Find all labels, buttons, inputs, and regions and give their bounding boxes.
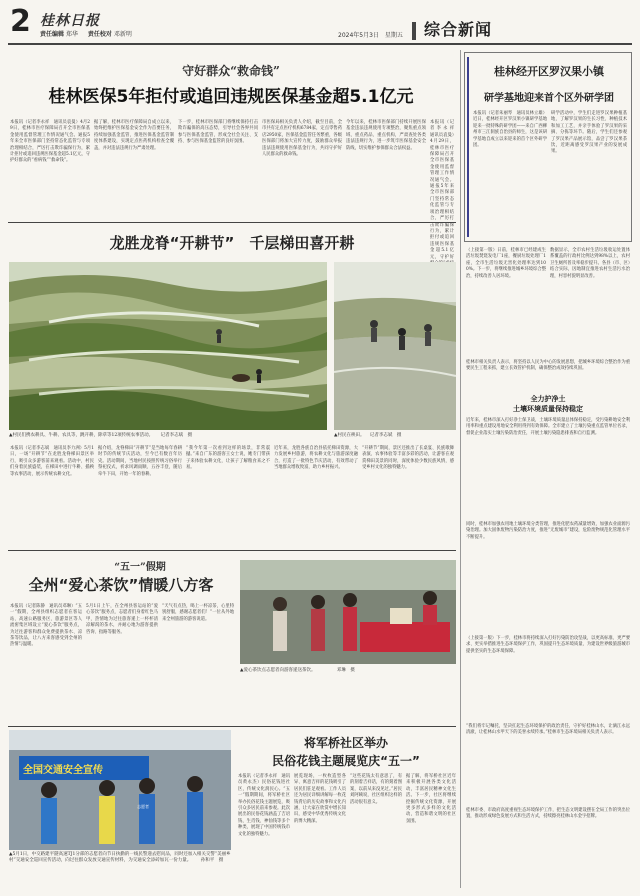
tea-photo <box>240 560 456 664</box>
villagers-caption-credit: 记者李志斌 摄 <box>369 433 402 438</box>
page-number: 2 <box>10 4 31 39</box>
proof-label: 责任校对 <box>87 31 112 38</box>
terrace-illustration <box>9 262 327 430</box>
tea-headline: 全州“爱心茶饮”情暖八方客 <box>28 576 214 594</box>
flower-col-2: 展览现场，一枚枚造型各异、寓意吉祥的花钱吸引了居民们驻足观看。工作人员还为居民详细讲解每一枚花钱背后的历史故事和文化内涵，让大家在欣赏中增长知识，感受中华优秀传统文化的博大精深。 <box>294 774 346 824</box>
editor-name: 郑华 <box>65 31 78 38</box>
right-col-4: 近年来，桂林市深入打好净土保卫战，土壤环境质量总体保持稳定，受污染耕地安全利用率和重点建设用地安全利用得到有效保障。全市建立了土壤污染重点监管单位名录，督促企业落实土壤污染防治责任，开展土壤污染隐患排查和自行监测。 <box>466 418 630 436</box>
spring-col-3: “我今年第一次看到这样的场景，非常震撼。”来自广东的游客王女士说，她专门带孩子来体验农耕文化，让孩子了解粮食来之不易。 <box>186 446 270 471</box>
featured-headline-2: 研学基地迎来首个区外研学团 <box>484 93 614 104</box>
spring-col-2: 据介绍，龙脊梯田“开耕节”是当地每年春耕时节的传统节庆活动，至今已有数百年历史。活动期间，当地村民按照传统习俗举行祭祀仪式，祈求风调雨顺、五谷丰登，随后牵牛下田，开始一年的春耕。 <box>98 446 182 477</box>
divider-tea <box>8 726 456 727</box>
police-caption <box>9 852 231 888</box>
right-col-3: 桂林市相关负责人表示，将坚持以人民为中心的发展思想，把城乡环境综合整治作为重要民生工程来抓，建立长效管护机制，确保整治成效持续巩固。 <box>466 360 630 372</box>
spring-col-4: 近年来，龙胜各族自治县依托梯田资源，大力发展乡村旅游，将农耕文化与旅游深度融合，打造了一批特色节庆活动，有效带动了当地群众增收致富，助力乡村振兴。 <box>274 446 358 471</box>
right-col-5: 同时，桂林市加强农用地土壤环境分类管理，推进化肥农药减量增效，加强农业面源污染治理。加大固体废物污染防治力度，推进“无废城市”建设，危险废物规范化管理水平不断提升。 <box>466 522 630 540</box>
masthead <box>0 0 640 46</box>
terrace-caption <box>9 433 327 445</box>
spring-headline: 龙胜龙脊“开耕节” 千层梯田喜开耕 <box>109 234 355 252</box>
tea-caption <box>240 668 456 680</box>
lead-col-5: 今年以来，桂林市医保部门持续开展医保基金违法违规使用专项整治，聚焦重点领域、重点药品、重点机构，严肃查处各类违法违规行为，进一步筑牢医保基金安全防线，切实维护参保群众合法权益。 <box>346 120 426 151</box>
lead-col-3: 下一步，桂林市医保部门将继续保持打击欺诈骗保的高压态势，引导社会各界共同参与医保基金监管，形成全社会关注、支持、参与医保基金监管的良好氛围。 <box>178 120 258 145</box>
right-column-rule <box>460 50 461 888</box>
right-col-2: 数据显示，全市农村生活垃圾收运处置体系覆盖的行政村比例达到98%以上，农村卫生厕所普及率稳步提升。各县（市、区）结合实际，因地制宜推进农村生活污水治理，村容村貌明显改善。 <box>550 248 630 279</box>
police-illustration <box>9 730 231 850</box>
editor-label: 责任编辑 <box>40 31 65 38</box>
police-caption-text: ▲5月1日，中交路建平隧高速TJ1分部的志愿者向节日执勤的一线民警递去慰问品，同时还加入相关交警“美丽乡村”交通安全巡回宣传活动，向过往群众发放交通宣传材料，为交通安全添砖加瓦一份力量。 <box>9 852 231 863</box>
featured-col-1: 本报讯（记者朱丽琴 通讯员林立雄）近日，桂林经开区罗汉果小镇研学基地迎来一批特殊的研学团——来自广西柳州市三江侗族自治县的师生，这是该研学基地自成立以来迎来的首个区外研学团。 <box>473 111 547 149</box>
tea-caption-text: ▲爱心茶饮点志愿者向游客递送茶饮。 <box>240 668 316 673</box>
flower-col-1: 本报讯（记者李永祥 通讯员黄永杰）民俗花钱进社区，传统文化润民心。“五一”假期期间，将军桥社区举办民俗花钱主题展览，吸引众多居民前来参观。此次展出的民俗花钱涵盖了吉语钱、生肖钱、神仙钱等多个种类，展现了中国传统钱币文化的独特魅力。 <box>238 774 290 837</box>
lead-col-4: 市医保局相关负责人介绍，截至目前，全市共有定点医疗机构6784家，定点零售药店2950家，医保基金监管任务繁重，各级医保部门将加大宣传力度，鼓励群众举报违法违规使用医保基金行为，共同守护好人民群众的救命钱。 <box>262 120 342 158</box>
villagers-caption-text: ▲村民在秧田。 <box>334 433 365 438</box>
section-bar <box>412 22 416 40</box>
subhead-2: 土壤环境质量保持稳定 <box>513 405 583 413</box>
spring-col-1: 本报讯（记者李志斌 通讯员李力洲）5月1日，一场“开耕节”在龙胜龙脊梯田景区举行，吸引众多游客前来观看。活动中，村民们身着民族盛装，在梯田中进行牛耕、插秧等农事活动，展示传统农耕文化。 <box>10 446 94 477</box>
villagers-caption <box>334 433 456 445</box>
featured-headline-1: 桂林经开区罗汉果小镇 <box>494 65 604 78</box>
flower-col-4: 据了解，将军桥社区近年来积极开展各类文化活动，丰富居民精神文化生活。下一步，社区将继续挖掘传统文化资源，开展更多形式多样的文化活动，营造和谐文明的社区氛围。 <box>406 774 456 824</box>
issue-date <box>338 30 403 39</box>
subhead-1: 全力护净土 <box>530 395 566 403</box>
police-caption-credit: 孙和平 摄 <box>200 858 224 863</box>
flower-headline-1: 将军桥社区举办 <box>303 736 388 750</box>
tea-col-2: 5月1日上午，在全州县客运站的“爱心茶饮”服务点，志愿者们身着红色马甲，热情地为过往旅客递上一杯杯清凉解渴的茶水，并耐心地为游客提供咨询、指路等服务。 <box>86 604 158 635</box>
section-title: 综合新闻 <box>424 20 493 39</box>
featured-box-accent <box>467 57 469 237</box>
tea-kicker: “五一”假期 <box>114 562 166 573</box>
terrace-caption-text: ▲村民们携农耕具、牛耕、农具等，跳开耕，除草等12项传统农事活动。 <box>9 433 154 438</box>
staff-line <box>40 29 132 38</box>
right-col-6: （上接第一版）下一步，桂林市将持续深入打好污染防治攻坚战，以更高标准、更严要求、更实举措推进生态环境保护工作，巩固提升生态环境质量，为建设世界级旅游城市提供坚实的生态环境保障。 <box>466 636 630 654</box>
banner-text: 全国交通安全宣传 <box>23 765 103 776</box>
spring-col-5: “开耕节”期间，景区还推出了长桌宴、民族歌舞表演、农事体验等丰富多彩的活动，让游客在观赏梯田美景的同时，深度体验少数民族风情，感受乡村文化的独特魅力。 <box>362 446 454 471</box>
flower-headline-2: 民俗花钱主题展览庆“五一” <box>272 754 420 768</box>
tea-illustration <box>240 560 456 664</box>
tea-col-3: “天气有点热，喝上一杯凉茶，心里特别舒服，感谢志愿者们！”一位从外地来全州旅游的游客说道。 <box>162 604 234 622</box>
police-photo <box>9 730 231 850</box>
lead-col-1: 本报讯（记者李永祥 通讯员袁曼）4月29日，桂林市医疗保障局召开全市医保基金使用监督管理工作情况通气会。通报5年来全市医保部门坚持常态化监管与专项治理相结合，严厉打击欺诈骗保行为，累计拒付或追回违规医保基金超5.1亿元，守护好群众的“看病钱”“救命钱”。 <box>10 120 90 164</box>
right-col-1: （上接第一版）日前，桂林市已经建成生活垃圾焚烧发电厂1座，餐厨垃圾处理厂1座，全市生活垃圾无害化处理率达到100%。下一步，将继续推进城乡环境综合整治，持续改善人居环境。 <box>466 248 546 279</box>
featured-box <box>464 52 632 242</box>
lead-col-2: 据了解，桂林市医疗保障局自成立以来，始终把维护医保基金安全作为首要任务，持续加强基金监管，推进医保基金监管制度体系建设，实现定点医药机构检查全覆盖，并对违法违规行为严肃处理。 <box>94 120 174 151</box>
terrace-caption-credit: 记者李志斌 摄 <box>160 433 193 438</box>
divider-spring <box>8 550 456 551</box>
flower-col-3: “这些花钱太有意思了，有的刻着吉祥话，有的刻着图案，以前从来没见过。”居民刘阿姨说，社区组织这样的活动很有意义。 <box>350 774 402 805</box>
divider-lead <box>8 222 456 223</box>
masthead-rule <box>8 43 632 45</box>
tea-col-1: 本报讯（记者陈静 通讯员邓琳）“五一”假期，全州县组织志愿者在客运站、高速公路服务区、旅游景区等人流密集区域设立“爱心茶饮”服务点，为过往游客和群众免费提供茶水、凉茶等饮品，让八方来客感受到全州的热情与温暖。 <box>10 604 82 648</box>
villagers-illustration <box>334 262 456 430</box>
terrace-photo <box>9 262 327 430</box>
villagers-photo <box>334 262 456 430</box>
vest-text: 志愿者 <box>137 804 149 809</box>
weekday-text: 星期五 <box>384 32 403 39</box>
lead-headline: 桂林医保5年拒付或追回违规医保基金超5.1亿元 <box>48 87 414 107</box>
proofreader-name: 邓新明 <box>113 31 132 38</box>
paper-name-logo: 桂林日报 <box>40 13 100 29</box>
featured-col-2: 研学活动中，学生们走进罗汉果种植基地，了解罗汉果的生长习性、种植技术和加工工艺，并亲手体验了罗汉果的采摘、分拣等环节。随后，学生们还参观了罗汉果产品展示馆，品尝了罗汉果茶饮，近距离感受罗汉果产业的发展成果。 <box>551 111 627 155</box>
date-text: 2024年5月3日 <box>338 32 379 39</box>
tea-caption-credit: 邓琳 摄 <box>336 668 355 673</box>
right-col-8: 桂林市委、市政府高度重视生态环境保护工作，把生态文明建设摆在全局工作的突出位置，推动形成绿色发展方式和生活方式，持续擦亮桂林山水金字招牌。 <box>466 808 630 820</box>
lead-col-6: 本报讯（记者李永祥 通讯员袁曼）4月29日，桂林市医疗保障局召开全市医保基金使用监督管理工作情况通气会。通报5年来全市医保部门坚持常态化监管与专项治理相结合，严厉打击欺诈骗保行为，累计拒付或追回违规医保基金超5.1亿元，守护好 <box>430 120 454 260</box>
lead-kicker: 守好群众“救命钱” <box>182 64 280 78</box>
right-col-7: “我们将牢记嘱托，坚决扛起生态环境保护的政治责任，守护好桂林山水，让漓江永远清澈，让桂林山水甲天下的美誉永续传承。”桂林市生态环境局相关负责人表示。 <box>466 724 630 736</box>
